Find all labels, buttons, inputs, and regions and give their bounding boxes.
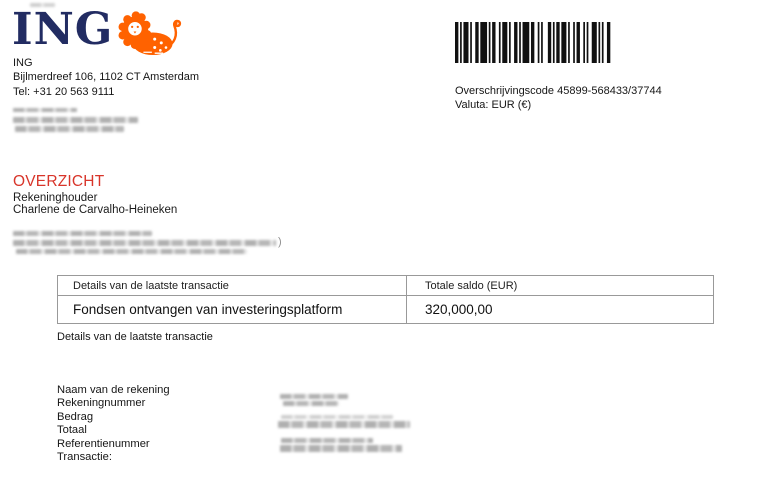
sender-name: ING [13, 57, 33, 69]
redacted-address-line [15, 126, 124, 132]
sender-phone: Tel: +31 20 563 9111 [13, 85, 115, 98]
table-header-row [58, 276, 714, 296]
label-total: Totaal [57, 424, 87, 437]
ing-logo [12, 6, 182, 56]
label-transaction: Transactie: [57, 451, 112, 464]
overview-title: OVERZICHT [13, 173, 105, 190]
ing-wordmark: ING [12, 4, 114, 55]
redacted-value [278, 421, 410, 428]
redacted-holder-line [16, 249, 247, 254]
label-amount: Bedrag [57, 410, 94, 423]
account-holder-name: Charlene de Carvalho-Heineken [13, 204, 178, 216]
redacted-value [281, 438, 373, 443]
payment-info-block [455, 85, 662, 112]
balance-table [57, 275, 714, 324]
account-holder-label: Rekeninghouder [13, 192, 98, 204]
redacted-holder-line [13, 231, 152, 236]
redacted-address-line [13, 117, 138, 123]
detail-labels-block [57, 384, 170, 464]
label-account-name: Naam van de rekening [57, 384, 170, 396]
total-balance-cell: 320,000,00 [407, 296, 714, 324]
table-header-total: Totale saldo (EUR) [407, 276, 714, 296]
sender-street: Bijlmerdreef 106, 1102 CT Amsterdam [13, 71, 200, 84]
ing-lion-icon [118, 9, 182, 56]
transaction-description-cell: Fondsen ontvangen van investeringsplatform [58, 296, 407, 324]
transfer-code: Overschrijvingscode 45899-568433/37744 [455, 85, 662, 97]
table-header-details: Details van de laatste transactie [58, 276, 407, 296]
label-reference-number: Referentienummer [57, 437, 150, 450]
details-caption: Details van de laatste transactie [57, 331, 213, 343]
currency-line: Valuta: EUR (€) [455, 98, 532, 111]
barcode-image [455, 22, 612, 63]
label-account-number: Rekeningnummer [57, 397, 146, 410]
redacted-value [283, 401, 339, 406]
redacted-value [280, 394, 348, 399]
table-row [58, 296, 714, 324]
sender-address-block [13, 56, 199, 99]
redacted-value [281, 415, 393, 419]
residual-character: ) [278, 236, 282, 248]
redacted-value [280, 445, 402, 452]
redacted-address-line [13, 108, 77, 112]
redacted-holder-line [13, 240, 276, 246]
